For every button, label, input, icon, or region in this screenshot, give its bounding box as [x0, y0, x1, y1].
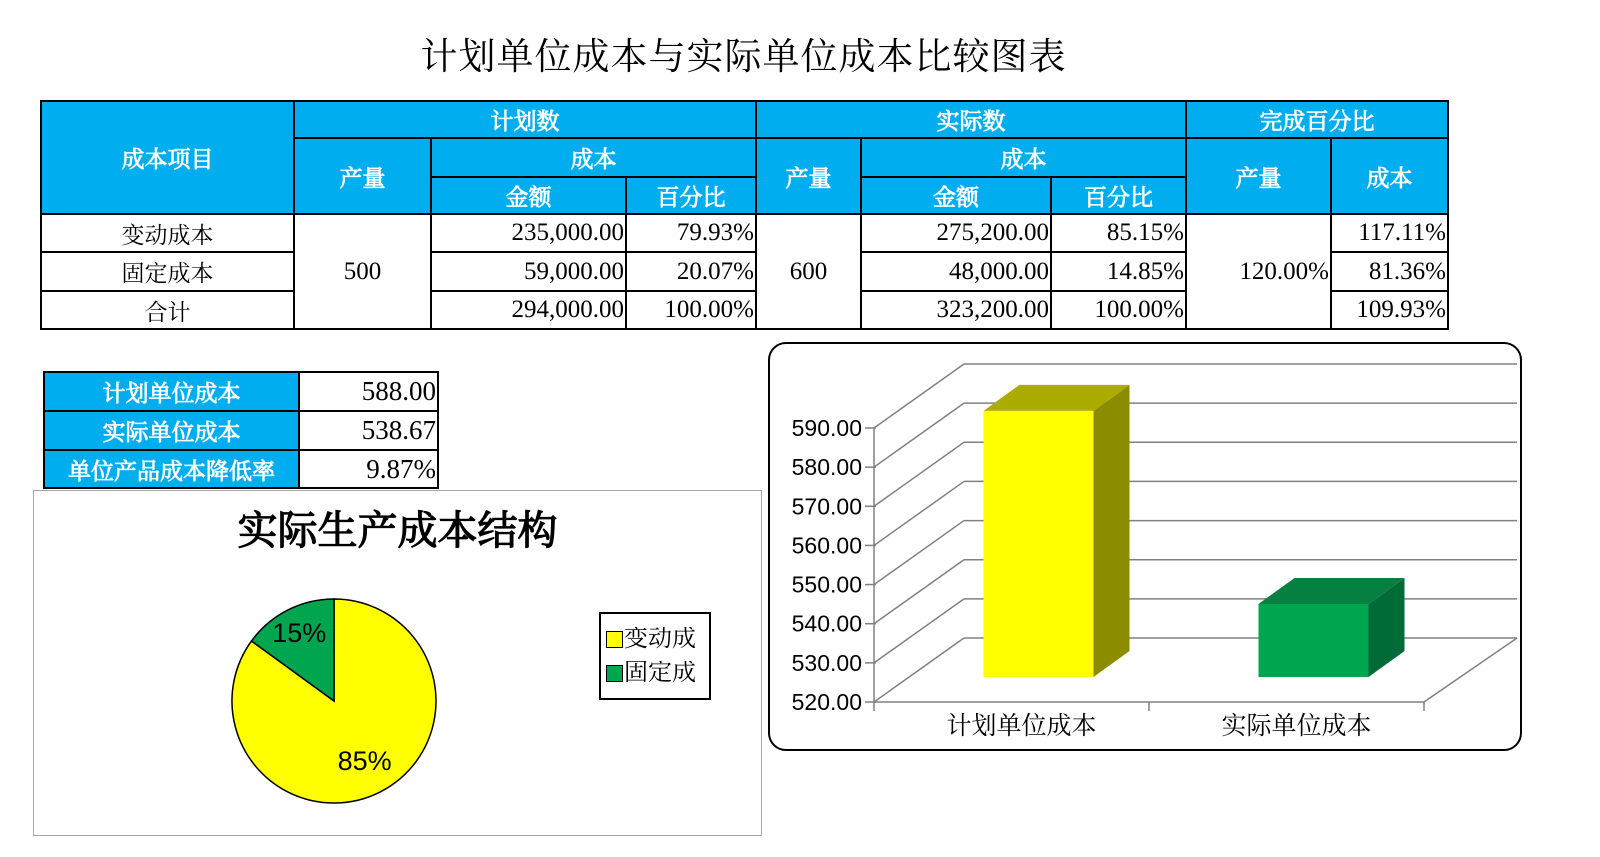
- cell-actual-pct[interactable]: 85.15%: [1051, 214, 1186, 252]
- cell-completion-cost[interactable]: 109.93%: [1331, 291, 1448, 329]
- legend-label-fixed: 固定成: [624, 661, 696, 685]
- header-actual-amount[interactable]: 金额: [861, 177, 1051, 214]
- row-label-fixed-cost[interactable]: 固定成本: [41, 252, 294, 291]
- header-planned-output[interactable]: 产量: [294, 138, 431, 214]
- bar-front-face: [984, 411, 1094, 677]
- cell-completion-cost[interactable]: 117.11%: [1331, 214, 1448, 252]
- header-actual-cost[interactable]: 成本: [861, 138, 1186, 177]
- pie-chart-panel[interactable]: [33, 490, 762, 836]
- legend-label-variable: 变动成: [624, 627, 696, 651]
- bar-chart-3d: [770, 344, 1520, 749]
- table-row: [44, 450, 438, 488]
- header-completion-group[interactable]: 完成百分比: [1186, 101, 1448, 138]
- value-actual-unit-cost[interactable]: 538.67: [299, 411, 438, 450]
- gridline-depth: [874, 364, 964, 428]
- table-row: [44, 372, 438, 411]
- gridline-depth: [874, 638, 964, 702]
- page-title: 计划单位成本与实际单位成本比较图表: [420, 37, 1067, 78]
- value-cost-reduction-rate[interactable]: 9.87%: [299, 450, 438, 488]
- cell-actual-output[interactable]: 600: [756, 214, 861, 329]
- cell-planned-pct[interactable]: 100.00%: [626, 291, 756, 329]
- table-row: [44, 411, 438, 450]
- cell-planned-amount[interactable]: 59,000.00: [431, 252, 626, 291]
- bar-front-face: [1259, 604, 1369, 677]
- y-tick-label: 530.00: [791, 649, 862, 676]
- cell-actual-amount[interactable]: 48,000.00: [861, 252, 1051, 291]
- legend-swatch-1: [606, 665, 623, 682]
- gridline-depth: [874, 599, 964, 663]
- row-label-total[interactable]: 合计: [41, 291, 294, 329]
- floor-edge: [1424, 638, 1517, 702]
- header-actual-percent[interactable]: 百分比: [1051, 177, 1186, 214]
- cell-completion-output[interactable]: 120.00%: [1186, 214, 1331, 329]
- legend-swatch-0: [606, 631, 623, 648]
- value-planned-unit-cost[interactable]: 588.00: [299, 372, 438, 411]
- label-cost-reduction-rate[interactable]: 单位产品成本降低率: [44, 450, 299, 488]
- y-tick-label: 580.00: [791, 454, 862, 481]
- y-tick-label: 590.00: [791, 415, 862, 441]
- header-actual-output[interactable]: 产量: [756, 138, 861, 214]
- pie-legend[interactable]: [599, 612, 711, 700]
- cell-completion-cost[interactable]: 81.36%: [1331, 252, 1448, 291]
- label-planned-unit-cost[interactable]: 计划单位成本: [44, 372, 299, 411]
- cell-planned-pct[interactable]: 79.93%: [626, 214, 756, 252]
- y-tick-label: 540.00: [791, 610, 862, 637]
- gridline-depth: [874, 521, 964, 585]
- y-tick-label: 520.00: [791, 689, 862, 715]
- header-completion-cost[interactable]: 成本: [1331, 138, 1448, 214]
- header-actual-group[interactable]: 实际数: [756, 101, 1186, 138]
- gridline-depth: [874, 403, 964, 467]
- y-tick-label: 560.00: [791, 532, 862, 559]
- label-actual-unit-cost[interactable]: 实际单位成本: [44, 411, 299, 450]
- header-planned-cost[interactable]: 成本: [431, 138, 756, 177]
- bar-chart-panel[interactable]: [768, 342, 1522, 751]
- unit-cost-table: [43, 371, 439, 489]
- table-row: [41, 214, 1448, 252]
- legend-entry-fixed: [606, 656, 709, 690]
- y-tick-label: 570.00: [791, 493, 862, 520]
- cell-planned-amount[interactable]: 294,000.00: [431, 291, 626, 329]
- header-cost-item[interactable]: 成本项目: [41, 101, 294, 214]
- header-planned-group[interactable]: 计划数: [294, 101, 756, 138]
- pie-chart-title: 实际生产成本结构: [237, 508, 558, 553]
- header-planned-percent[interactable]: 百分比: [626, 177, 756, 214]
- cell-actual-amount[interactable]: 323,200.00: [861, 291, 1051, 329]
- y-tick-label: 550.00: [791, 571, 862, 598]
- pie-slice-label: 85%: [337, 746, 392, 776]
- pie-slice-label: 15%: [272, 617, 327, 648]
- category-label: 计划单位成本: [946, 713, 1097, 740]
- gridline-depth: [874, 442, 964, 506]
- cell-actual-pct[interactable]: 100.00%: [1051, 291, 1186, 329]
- cell-actual-amount[interactable]: 275,200.00: [861, 214, 1051, 252]
- header-planned-amount[interactable]: 金额: [431, 177, 626, 214]
- header-completion-output[interactable]: 产量: [1186, 138, 1331, 214]
- category-label: 实际单位成本: [1221, 713, 1372, 740]
- cell-planned-amount[interactable]: 235,000.00: [431, 214, 626, 252]
- cell-actual-pct[interactable]: 14.85%: [1051, 252, 1186, 291]
- bar-side-face: [1094, 385, 1130, 677]
- cost-comparison-table: [40, 100, 1449, 330]
- cell-planned-output[interactable]: 500: [294, 214, 431, 329]
- gridline-depth: [874, 481, 964, 545]
- row-label-variable-cost[interactable]: 变动成本: [41, 214, 294, 252]
- gridline-depth: [874, 560, 964, 624]
- legend-entry-variable: [606, 622, 709, 656]
- cell-planned-pct[interactable]: 20.07%: [626, 252, 756, 291]
